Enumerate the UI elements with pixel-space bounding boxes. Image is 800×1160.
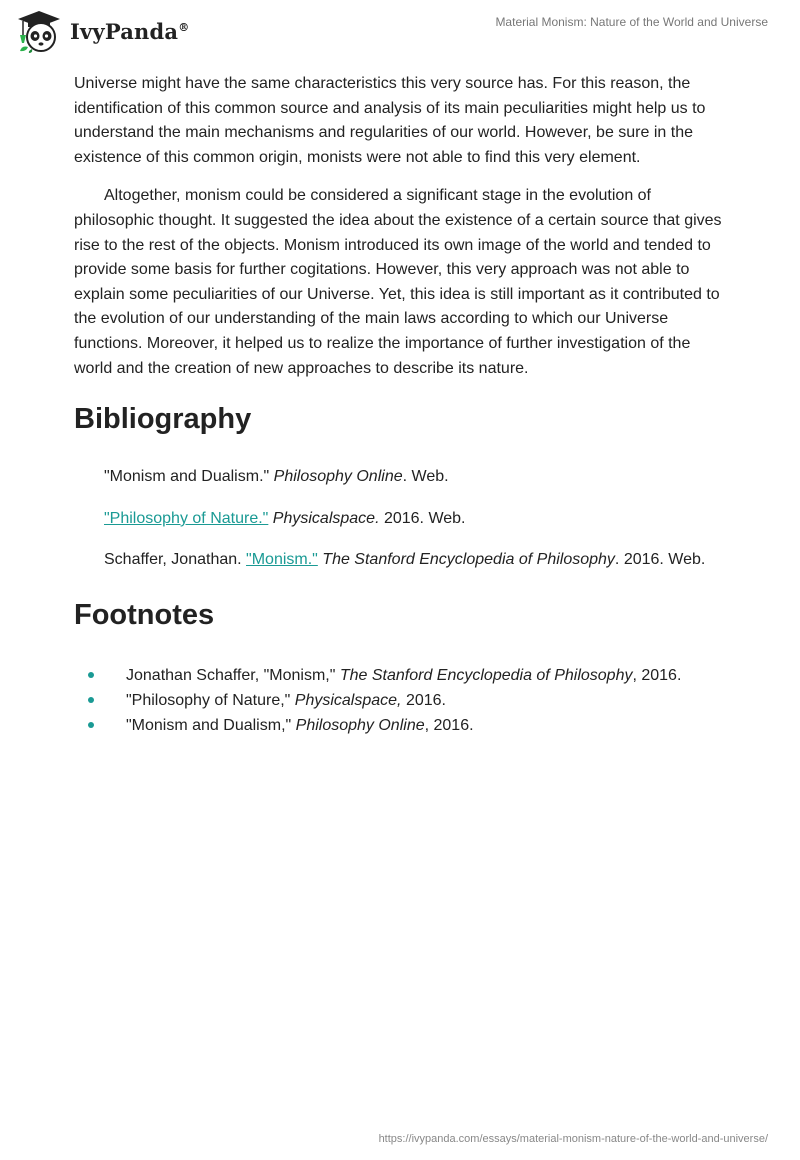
- brand-registered-mark: ®: [178, 20, 190, 34]
- bullet-icon: [88, 697, 94, 703]
- body-paragraph: Universe might have the same characteristics this very source has. For this reason, the identification of this common source and analysis of its main peculiarities might help us to understand the main mechanisms and regularities of our world. However, be sure in the existence of this common origin, monists were not able to find this very element.: [74, 75, 706, 166]
- source-url[interactable]: https://ivypanda.com/essays/material-monism-nature-of-the-world-and-universe/: [378, 1133, 768, 1145]
- panda-graduate-logo-icon: [14, 9, 64, 53]
- footnotes-heading: Footnotes: [74, 598, 215, 631]
- ivypanda-logo[interactable]: [14, 9, 189, 53]
- page-header: [0, 0, 800, 70]
- document-title: Material Monism: Nature of the World and Universe: [495, 15, 768, 29]
- philosophy-of-nature-link[interactable]: "Philosophy of Nature.": [104, 509, 269, 527]
- bibliography-entry: Schaffer, Jonathan. "Monism." The Stanford Encyclopedia of Philosophy. 2016. Web.: [104, 551, 706, 569]
- footnote-item: "Philosophy of Nature," Physicalspace, 2016.: [74, 688, 724, 713]
- bibliography-heading: Bibliography: [74, 403, 252, 436]
- bullet-icon: [88, 722, 94, 728]
- article-content: [74, 72, 724, 738]
- bibliography-entry: "Philosophy of Nature." Physicalspace. 2016. Web.: [104, 509, 466, 527]
- bibliography-entry: "Monism and Dualism." Philosophy Online. Web.: [104, 468, 449, 486]
- footnotes-list: [74, 663, 724, 738]
- body-paragraph: Altogether, monism could be considered a significant stage in the evolution of philosophic thought. It suggested the idea about the existence of a certain source that gives rise to the rest of the objects. Monism introduced its own image of the world and tended to provide some basis for further cogitations. However, this very approach was not able to explain some peculiarities of our Universe. Yet, this idea is still important as it contributed to the evolution of our understanding of the main laws according to which our Universe functions. Moreover, it helped us to realize the importance of further investigation of the world and the creation of new approaches to describe its nature.: [74, 187, 722, 377]
- footnote-item: "Monism and Dualism," Philosophy Online, 2016.: [74, 713, 724, 738]
- brand-name: IvyPanda®: [70, 18, 190, 44]
- monism-link[interactable]: "Monism.": [246, 551, 318, 569]
- bullet-icon: [88, 672, 94, 678]
- footnote-item: Jonathan Schaffer, "Monism," The Stanford Encyclopedia of Philosophy, 2016.: [74, 663, 724, 688]
